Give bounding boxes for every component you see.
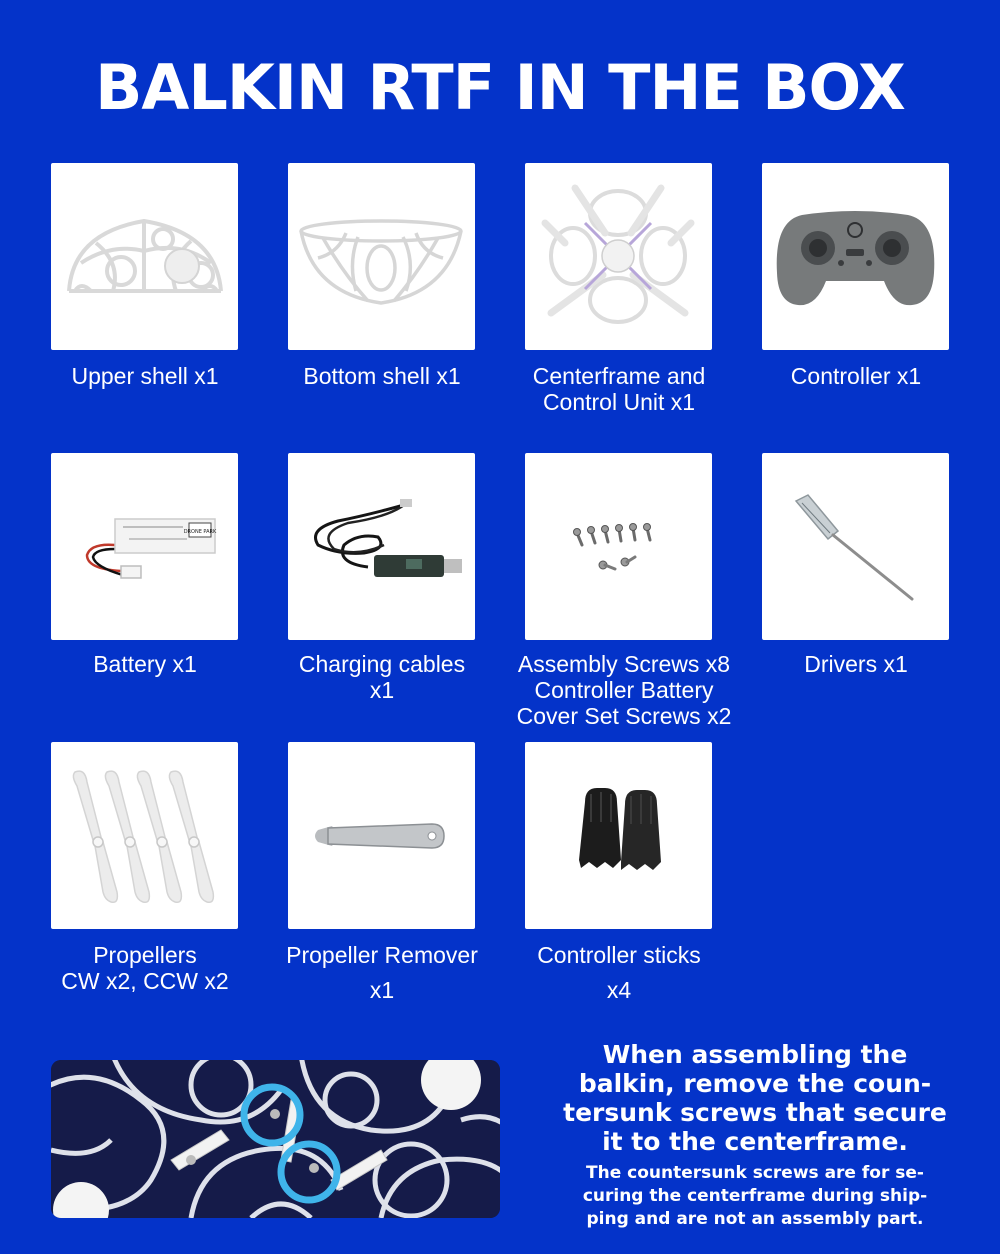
page-title: BALKIN RTF IN THE BOX	[95, 51, 905, 124]
controller-tile	[762, 163, 949, 350]
caption-centerframe: Centerframe and Control Unit x1	[532, 363, 706, 415]
propellers-icon	[51, 742, 238, 929]
caption-propellers: Propellers CW x2, CCW x2	[61, 942, 229, 994]
screwdriver-tile	[762, 453, 949, 640]
caption-screwdriver: Drivers x1	[804, 651, 908, 677]
upper-shell-icon	[51, 163, 238, 350]
assembly-photo	[51, 1060, 500, 1218]
caption-bottom-shell: Bottom shell x1	[303, 363, 461, 389]
caption-propeller-remover: Propeller Remover x1	[286, 942, 478, 1003]
assembly-note-body: The countersunk screws are for se- curing the centerframe during ship- ping and are not an assembly part.	[582, 1163, 928, 1229]
centerframe-tile	[525, 163, 712, 350]
controller-sticks-icon	[525, 742, 712, 929]
propeller-remover-icon	[288, 742, 475, 929]
charging-cable-icon	[288, 453, 475, 640]
battery-icon	[51, 453, 238, 640]
controller-sticks-tile	[525, 742, 712, 929]
caption-screws: Assembly Screws x8 Controller Battery Cover Set Screws x2	[516, 651, 732, 729]
battery-brand-label: DRONE PARK	[183, 529, 217, 535]
caption-battery: Battery x1	[93, 651, 197, 677]
caption-controller-sticks: Controller sticks x4	[537, 942, 701, 1003]
screws-tile	[525, 453, 712, 640]
bottom-shell-tile	[288, 163, 475, 350]
caption-controller: Controller x1	[790, 363, 922, 389]
controller-icon	[762, 163, 949, 350]
assembly-photo-illustration	[51, 1060, 500, 1218]
screwdriver-icon	[762, 453, 949, 640]
centerframe-icon	[525, 163, 712, 350]
caption-charging-cable: Charging cables x1	[298, 651, 466, 703]
assembly-note-heading: When assembling the balkin, remove the coun- tersunk screws that secure it to the centerframe.	[563, 1040, 947, 1156]
screws-icon	[525, 453, 712, 640]
upper-shell-tile	[51, 163, 238, 350]
bottom-shell-icon	[288, 163, 475, 350]
propellers-tile	[51, 742, 238, 929]
battery-tile	[51, 453, 238, 640]
propeller-remover-tile	[288, 742, 475, 929]
charging-cable-tile	[288, 453, 475, 640]
caption-upper-shell: Upper shell x1	[71, 363, 219, 389]
